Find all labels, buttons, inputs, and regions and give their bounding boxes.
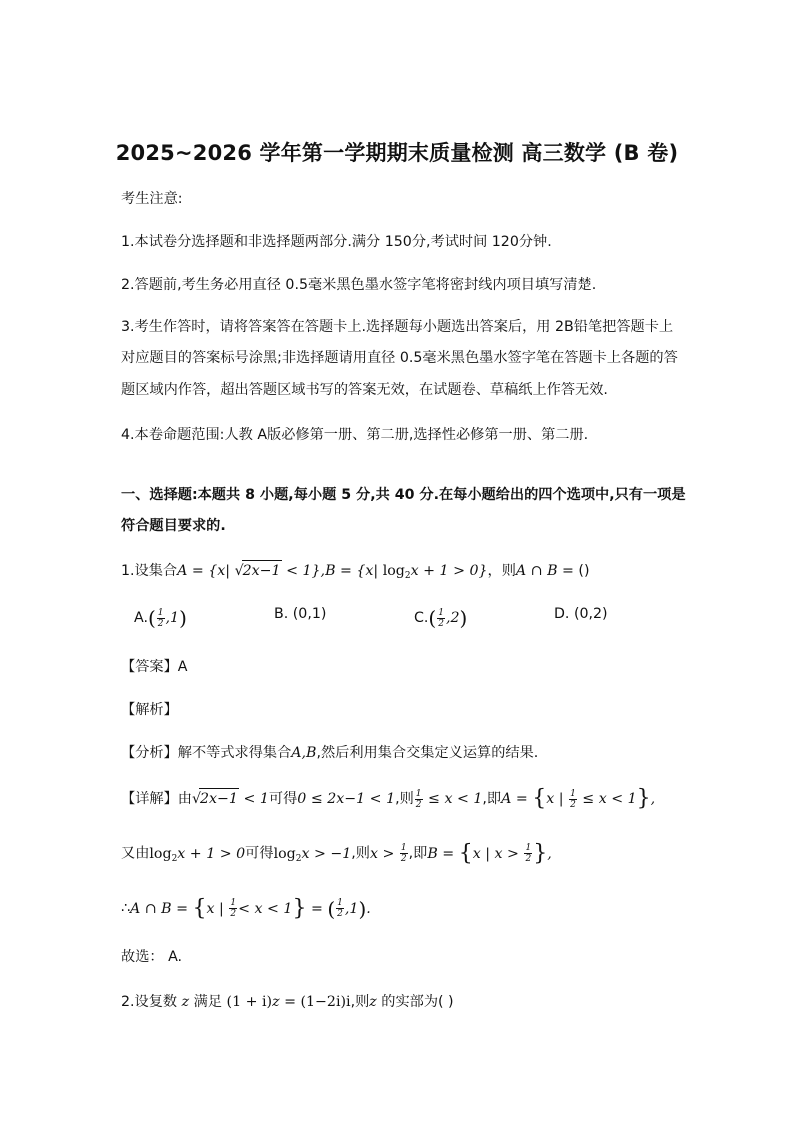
set-a-definition: A = {x| √2x−1 < 1},B = {x| $\log_2x + 1 > 0$} <box>177 563 487 579</box>
detail-line-2 <box>121 840 552 869</box>
notice-item-1: 1.本试卷分选择题和非选择题两部分.满分 150分,考试时间 120分钟. <box>121 234 552 250</box>
analysis-summary <box>121 743 538 763</box>
notice-item-2: 2.答题前,考生务必用直径 0.5毫米黑色墨水签字笔将密封线内项目填写清楚. <box>121 277 597 293</box>
detail-sqrt-inequality: √2x−1 < 1 <box>192 791 269 807</box>
set-b-result: B = {x | x > $\frac{1}{2}$ }, <box>427 840 552 866</box>
answer-line: 【答案】A <box>121 659 188 675</box>
question-1-suffix: ，则 <box>487 563 516 579</box>
analysis-summary-tail: ,然后利用集合交集定义运算的结果. <box>316 745 539 761</box>
option-b-value: (0,1) <box>292 606 327 622</box>
notice-item-3-line-1: 3.考生作答时，请将答案答在答题卡上.选择题每小题选出答案后，用 2B铅笔把答题卡上 <box>121 319 674 335</box>
option-a[interactable] <box>134 606 187 630</box>
option-d-label: D. <box>554 606 570 622</box>
option-a-value: ( $\frac{1}{2}$ ,1) <box>147 606 187 630</box>
detail-conclusion <box>121 895 371 921</box>
detail-prefix: 【详解】由 <box>121 791 192 807</box>
question-1-blank: () <box>578 563 590 579</box>
question-1-prefix: 1.设集合 <box>121 563 178 579</box>
question-2-equation: (1 + i)z = (1−2i)i <box>226 994 351 1010</box>
analysis-heading: 【解析】 <box>121 702 178 718</box>
question-2-variable-2: z <box>369 994 377 1010</box>
question-2-connector: 满足 <box>193 994 223 1010</box>
section-heading-line-2: 符合题目要求的. <box>121 518 226 534</box>
therefore-symbol: ∴ <box>121 900 131 917</box>
detail-x-range: $\frac{1}{2}$ ≤ x < 1 <box>415 788 483 810</box>
detail-line-2-connector-3: ,即 <box>408 845 428 862</box>
analysis-summary-text: 【分析】解不等式求得集合 <box>121 745 292 761</box>
notice-item-3-line-3: 题区域内作答，超出答题区域书写的答案无效，在试题卷、草稿纸上作答无效. <box>121 382 608 398</box>
question-2-stem <box>121 992 454 1012</box>
detail-connector-1: 可得 <box>268 791 298 807</box>
detail-log-range: $\log_2x > -1$ <box>273 845 352 864</box>
question-2-suffix: ,则 <box>350 994 370 1010</box>
detail-line-2-connector-1: 可得 <box>245 845 274 862</box>
choose-line: 故选： A. <box>121 949 183 965</box>
question-2-end: 的实部为( ) <box>381 994 454 1010</box>
detail-x-greater: x > $\frac{1}{2}$ <box>370 843 407 864</box>
option-b[interactable] <box>274 606 326 622</box>
question-1-stem <box>121 560 590 586</box>
detail-line-1 <box>121 788 655 810</box>
notice-heading: 考生注意: <box>121 191 183 207</box>
notice-item-4: 4.本卷命题范围:人教 A版必修第一册、第二册,选择性必修第一册、第二册. <box>121 427 589 443</box>
question-2-variable: z <box>181 994 190 1010</box>
set-a-result: A = {x | $\frac{1}{2}$ ≤ x < 1}, <box>501 786 656 811</box>
detail-line-2-connector-2: ,则 <box>351 845 370 862</box>
notice-item-3-line-2: 对应题目的答案标号涂黑;非选择题请用直径 0.5毫米黑色墨水签字笔在答题卡上各题的答 <box>121 350 678 366</box>
analysis-sets: A,B <box>291 745 317 761</box>
option-c-value: ( $\frac{1}{2}$ ,2) <box>428 606 468 630</box>
option-d-value: (0,2) <box>573 606 608 622</box>
option-c-label: C. <box>414 610 429 626</box>
detail-connector-3: ,即 <box>482 791 502 807</box>
section-heading-line-1: 一、选择题:本题共 8 小题,每小题 5 分,共 40 分.在每小题给出的四个选项中,只有一项是 <box>121 487 686 503</box>
option-b-label: B. <box>274 606 289 622</box>
detail-connector-2: ,则 <box>395 791 414 807</box>
page-title: 2025~2026 学年第一学期期末质量检测 高三数学 (B 卷) <box>115 141 679 165</box>
detail-range: 0 ≤ 2x−1 < 1 <box>297 791 396 807</box>
option-c[interactable] <box>414 606 467 630</box>
question-2-prefix: 2.设复数 <box>121 994 178 1010</box>
detail-log-inequality: $\log_2x + 1 > 0$ <box>149 845 246 864</box>
option-a-label: A. <box>134 610 148 626</box>
detail-line-2-prefix: 又由 <box>121 845 150 862</box>
option-d[interactable] <box>554 606 608 622</box>
intersection-result: A ∩ B = {x | $\frac{1}{2}$ < x < 1} = ( $\frac{1}{2}$ ,1). <box>130 895 371 921</box>
intersection-expression: A ∩ B = <box>515 563 579 579</box>
